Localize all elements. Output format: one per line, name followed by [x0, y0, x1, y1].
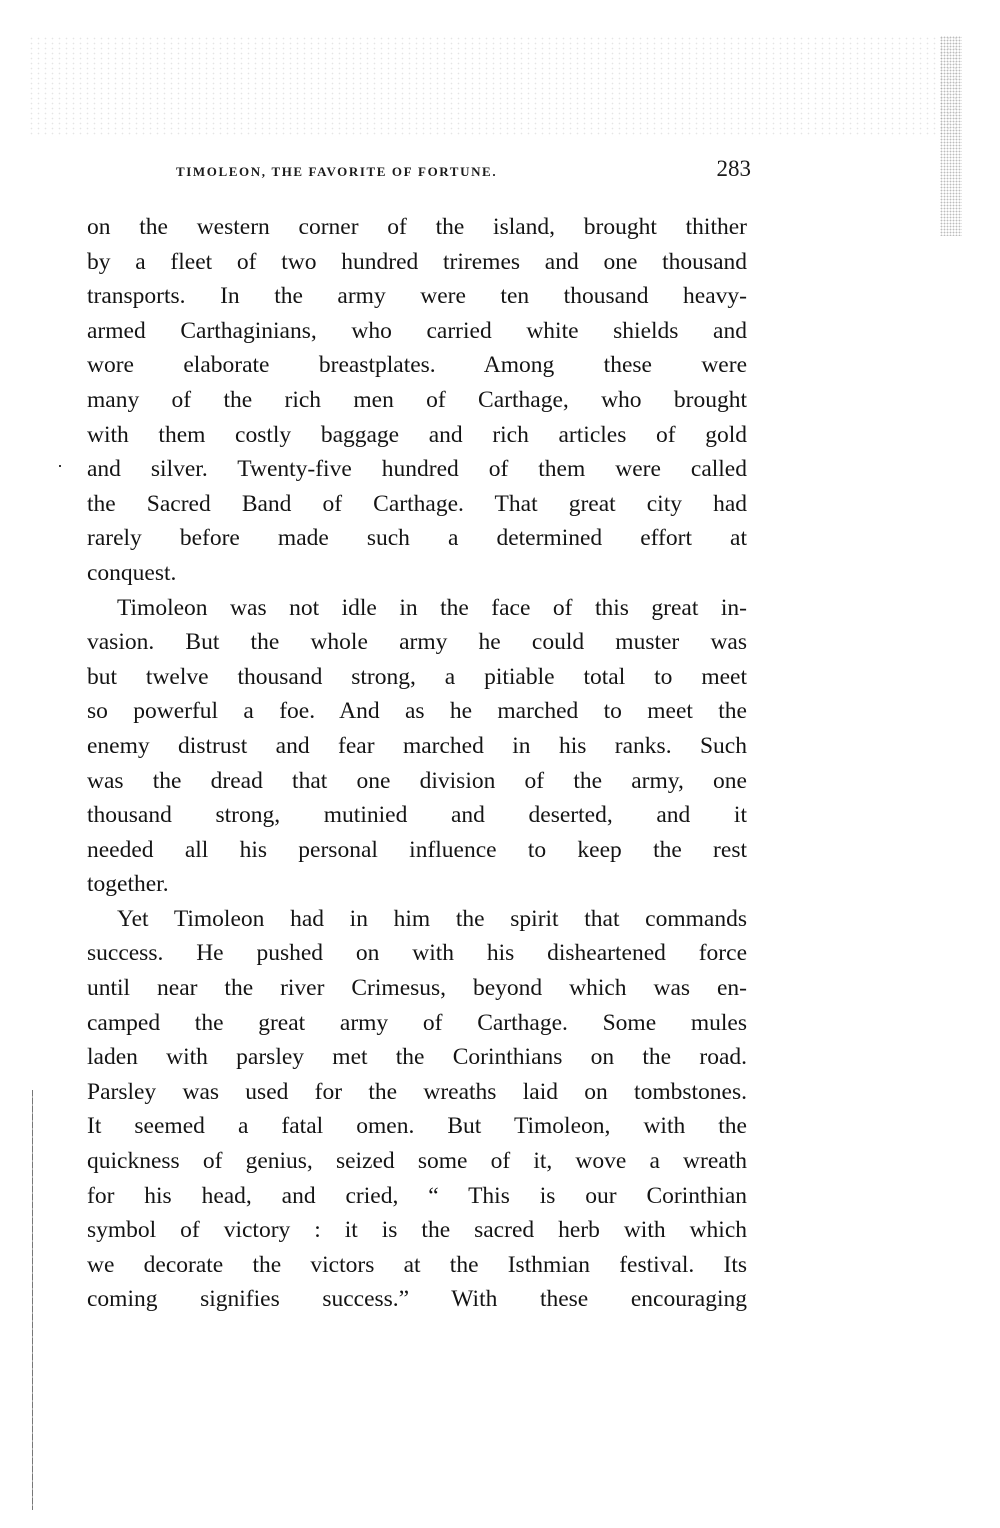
page-number: 283: [716, 156, 751, 181]
text-line: wore elaborate breastplates. Among these were: [87, 352, 747, 379]
scan-speck: [59, 465, 61, 467]
scan-noise-top: [28, 36, 960, 136]
body-text: [87, 210, 747, 1317]
paragraph: [87, 591, 747, 902]
text-line: Yet Timoleon had in him the spirit that commands: [117, 905, 747, 932]
text-line: many of the rich men of Carthage, who brought: [87, 386, 747, 413]
text-line: success. He pushed on with his disheartened force: [87, 940, 747, 967]
text-line: enemy distrust and fear marched in his ranks. Such: [87, 732, 747, 759]
paragraph: [87, 902, 747, 1317]
text-line: on the western corner of the island, brought thither: [87, 214, 747, 240]
running-head-title: timoleon, the favorite of fortune.: [176, 160, 498, 181]
text-line: for his head, and cried, “ This is our Corinthian: [87, 1182, 747, 1209]
text-line: but twelve thousand strong, a pitiable total to meet: [87, 663, 747, 690]
text-line: symbol of victory : it is the sacred herb with which: [87, 1217, 747, 1244]
text-line: It seemed a fatal omen. But Timoleon, with the: [87, 1113, 747, 1140]
running-head: [176, 156, 751, 188]
text-line: together.: [87, 871, 169, 898]
text-line: vasion. But the whole army he could muster was: [87, 629, 747, 656]
text-line: camped the great army of Carthage. Some mules: [87, 1009, 747, 1036]
text-line: needed all his personal influence to keep the rest: [87, 836, 747, 863]
text-line: until near the river Crimesus, beyond which was en-: [87, 975, 747, 1002]
binding-gutter-line: [32, 1090, 33, 1510]
text-line: transports. In the army were ten thousand heavy-: [87, 283, 747, 310]
text-line: and silver. Twenty-five hundred of them were called: [87, 456, 747, 483]
text-line: so powerful a foe. And as he marched to meet the: [87, 698, 747, 725]
text-line: coming signifies success.” With these encouraging: [87, 1286, 747, 1313]
text-line: quickness of genius, seized some of it, wove a wreath: [87, 1148, 747, 1175]
text-line: rarely before made such a determined effort at: [87, 525, 747, 552]
text-line: was the dread that one division of the army, one: [87, 767, 747, 794]
text-line: laden with parsley met the Corinthians on the road.: [87, 1044, 747, 1071]
text-line: we decorate the victors at the Isthmian festival. Its: [87, 1251, 747, 1278]
text-line: thousand strong, mutinied and deserted, and it: [87, 802, 747, 829]
scan-noise-right-edge: [940, 36, 962, 236]
text-line: the Sacred Band of Carthage. That great city had: [87, 490, 747, 517]
text-line: by a fleet of two hundred triremes and one thousand: [87, 248, 747, 275]
text-line: armed Carthaginians, who carried white shields and: [87, 317, 747, 344]
text-line: Timoleon was not idle in the face of this great in-: [117, 594, 747, 621]
paragraph: [87, 210, 747, 591]
text-line: Parsley was used for the wreaths laid on tombstones.: [87, 1078, 747, 1105]
text-line: with them costly baggage and rich articles of gold: [87, 421, 747, 448]
text-line: conquest.: [87, 559, 177, 586]
